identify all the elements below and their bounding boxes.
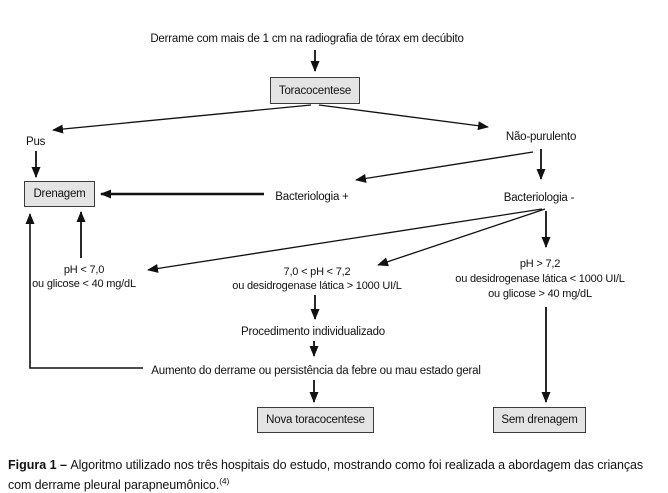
- label-top-condition: Derrame com mais de 1 cm na radiografia de tórax em decúbito: [150, 33, 464, 45]
- label-aumento-derrame: Aumento do derrame ou persistência da febre ou mau estado geral: [151, 365, 481, 377]
- arrow-nao-purulento-to-bacteriologia-positiva: [356, 152, 533, 180]
- figure-caption-separator: –: [60, 457, 67, 472]
- criterio-esquerda-linha-2: ou glicose < 40 mg/dL: [32, 278, 136, 290]
- criterio-esquerda-linha-1: pH < 7,0: [63, 264, 105, 276]
- figure-caption-text: Algoritmo utilizado nos três hospitais do estudo, mostrando como foi realizada a abordagem das crianças com derrame pleural parapneumônico.: [8, 457, 643, 493]
- arrow-toracocentese-to-nao-purulento: [319, 105, 488, 127]
- label-criterio-direita: [455, 257, 624, 302]
- label-nao-purulento: Não-purulento: [505, 131, 577, 143]
- criterio-centro-linha-2: ou desidrogenase lática > 1000 UI/L: [232, 280, 402, 292]
- label-criterio-centro: [232, 265, 401, 293]
- arrow-toracocentese-to-pus: [53, 105, 311, 130]
- criterio-direita-linha-1: pH > 7,2: [519, 258, 561, 270]
- node-sem-drenagem: Sem drenagem: [493, 407, 586, 433]
- figure-caption-label: Figura 1: [8, 457, 57, 472]
- criterio-direita-linha-3: ou glicose > 40 mg/dL: [488, 288, 592, 300]
- label-procedimento-individualizado: Procedimento individualizado: [241, 326, 385, 338]
- label-criterio-esquerda: [32, 263, 136, 291]
- criterio-direita-linha-2: ou desidrogenase lática < 1000 UI/L: [455, 273, 625, 285]
- criterio-centro-linha-1: 7,0 < pH < 7,2: [283, 266, 351, 278]
- label-pus: Pus: [26, 136, 46, 148]
- label-bacteriologia-negativa: Bacteriologia -: [503, 192, 575, 204]
- figure-caption-citation: (4): [219, 476, 230, 486]
- figure-caption: [8, 457, 663, 493]
- node-nova-toracocentese: Nova toracocentese: [257, 407, 374, 433]
- label-bacteriologia-positiva: Bacteriologia +: [275, 191, 349, 203]
- node-drenagem: Drenagem: [24, 181, 95, 207]
- arrow-aumento-feedback-to-drenagem: [30, 214, 143, 368]
- node-toracocentese: Toracocentese: [270, 77, 360, 104]
